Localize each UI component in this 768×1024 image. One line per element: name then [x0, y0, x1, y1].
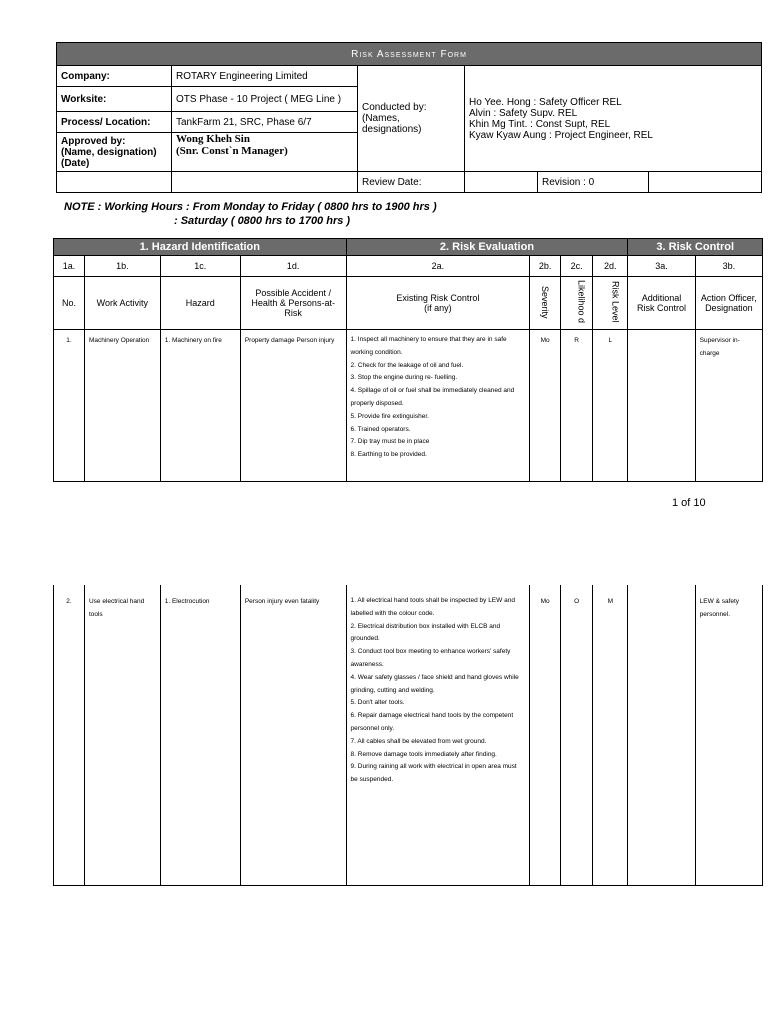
control-item: 8. Earthing to be provided. — [350, 451, 427, 459]
row-action: LEW & safety personnel. — [695, 585, 762, 885]
revision-label: Revision : 0 — [538, 172, 649, 193]
row-activity: Use electrical hand tools — [84, 585, 160, 885]
control-item: 9. During raining all work with electrical in open area must be suspended. — [350, 763, 517, 784]
sub-header: 2a. — [346, 256, 530, 277]
approved-by-label — [57, 133, 172, 172]
conducted-by-item: Ho Yee. Hong : Safety Officer REL — [469, 96, 622, 108]
col-header-additional: Additional Risk Control — [628, 277, 695, 330]
control-item: 6. Repair damage electrical hand tools by the competent personnel only. — [350, 712, 514, 732]
approver-designation: (Snr. Const`n Manager) — [176, 145, 288, 157]
approver-name: Wong Kheh Sin — [176, 133, 250, 145]
conducted-by-item: Khin Mg Tint. : Const Supt, REL — [469, 118, 611, 130]
row-controls — [346, 330, 530, 482]
note-line1: NOTE : Working Hours : From Monday to Friday ( 0800 hrs to 1900 hrs ) — [64, 201, 437, 213]
control-item: 4. Spillage of oil or fuel shall be immediately cleaned and properly disposed. — [350, 387, 515, 407]
row-risk-level: M — [593, 585, 628, 885]
row-hazard: 1. Machinery on fire — [160, 330, 240, 482]
col-header-action: Action Officer, Designation — [695, 277, 762, 330]
row-accident: Property damage Person injury — [240, 330, 346, 482]
col-header-severity — [530, 277, 561, 330]
sub-header: 1d. — [240, 256, 346, 277]
col-header-hazard: Hazard — [160, 277, 240, 330]
existing-control-line1: Existing Risk Control — [396, 293, 480, 303]
row-activity: Machinery Operation — [84, 330, 160, 482]
sub-header: 1b. — [84, 256, 160, 277]
row-no: 2. — [54, 585, 85, 885]
col-header-risk-level — [593, 277, 628, 330]
form-title: Risk Assessment Form — [57, 43, 762, 66]
row-risk-level: L — [593, 330, 628, 482]
approved-label-line1: Approved by: — [61, 135, 126, 147]
worksite-value: OTS Phase - 10 Project ( MEG Line ) — [172, 87, 358, 112]
sub-header: 2b. — [530, 256, 561, 277]
likelihood-text: Likelihoo d — [576, 280, 587, 324]
row-accident: Person injury even fatality — [240, 585, 346, 885]
control-item: 7. All cables shall be elevated from wet ground. — [350, 737, 487, 745]
existing-control-line2: (if any) — [424, 303, 452, 313]
conducted-by-label — [358, 66, 465, 172]
conducted-by-item: Alvin : Safety Supv. REL — [469, 107, 578, 119]
severity-text: Severity — [540, 285, 551, 319]
control-item: 2. Electrical distribution box installed with ELCB and grounded. — [350, 622, 501, 643]
control-item: 2. Check for the leakage of oil and fuel. — [350, 361, 464, 369]
control-item: 8. Remove damage tools immediately after finding. — [350, 750, 497, 758]
control-item: 3. Conduct tool box meeting to enhance workers' safety awareness. — [350, 648, 511, 668]
row-likelihood: R — [561, 330, 593, 482]
risk-assessment-table — [53, 238, 763, 482]
col-header-existing-control — [346, 277, 530, 330]
row-likelihood: O — [561, 585, 593, 885]
company-value: ROTARY Engineering Limited — [172, 66, 358, 87]
worksite-label: Worksite: — [57, 87, 172, 112]
review-date-value — [465, 172, 538, 193]
conducted-by-item: Kyaw Kyaw Aung : Project Engineer, REL — [469, 129, 653, 141]
page-number: 1 of 10 — [672, 497, 706, 509]
approved-by-value — [172, 133, 358, 172]
col-header-likelihood — [561, 277, 593, 330]
control-item: 3. Stop the engine during re- fuelling. — [350, 374, 458, 382]
empty-cell — [649, 172, 762, 193]
company-label: Company: — [57, 66, 172, 87]
conducted-label-line1: Conducted by: — [362, 102, 427, 113]
note-line2: : Saturday ( 0800 hrs to 1700 hrs ) — [174, 215, 351, 227]
approved-label-line2: (Name, designation) — [61, 146, 157, 158]
col-header-no: No. — [54, 277, 85, 330]
row-action: Supervisor in-charge — [695, 330, 762, 482]
section-hazard-identification: 1. Hazard Identification — [54, 239, 347, 256]
col-header-accident: Possible Accident / Health & Persons-at-Risk — [240, 277, 346, 330]
section-risk-evaluation: 2. Risk Evaluation — [346, 239, 628, 256]
control-item: 1. All electrical hand tools shall be inspected by LEW and labelled with the colour code. — [350, 597, 515, 617]
risk-assessment-table-page2 — [53, 585, 763, 886]
row-additional — [628, 330, 695, 482]
row-controls — [346, 585, 530, 885]
row-no: 1. — [54, 330, 85, 482]
row-severity: Mo — [530, 330, 561, 482]
process-value: TankFarm 21, SRC, Phase 6/7 — [172, 112, 358, 133]
row-additional — [628, 585, 695, 885]
col-header-work-activity: Work Activity — [84, 277, 160, 330]
review-date-label: Review Date: — [358, 172, 465, 193]
control-item: 1. Inspect all machinery to ensure that they are in safe working condition. — [350, 336, 507, 356]
risk-level-text: Risk Level — [610, 281, 621, 323]
control-item: 7. Dip tray must be in place — [350, 438, 430, 446]
form-header-table — [56, 42, 762, 193]
sub-header: 1a. — [54, 256, 85, 277]
empty-cell — [172, 172, 358, 193]
conducted-by-list — [465, 66, 762, 172]
process-label: Process/ Location: — [57, 112, 172, 133]
sub-header: 3a. — [628, 256, 695, 277]
control-item: 5. Don't alter tools. — [350, 699, 405, 707]
sub-header: 1c. — [160, 256, 240, 277]
row-severity: Mo — [530, 585, 561, 885]
row-hazard: 1. Electrocution — [160, 585, 240, 885]
sub-header: 3b. — [695, 256, 762, 277]
control-item: 5. Provide fire extinguisher. — [350, 412, 429, 420]
conducted-label-line2: (Names, designations) — [362, 113, 422, 135]
working-hours-note — [64, 200, 437, 228]
approved-label-line3: (Date) — [61, 157, 90, 169]
sub-header: 2c. — [561, 256, 593, 277]
control-item: 6. Trained operators. — [350, 425, 411, 433]
sub-header: 2d. — [593, 256, 628, 277]
section-risk-control: 3. Risk Control — [628, 239, 763, 256]
empty-cell — [57, 172, 172, 193]
control-item: 4. Wear safety glasses / face shield and hand gloves while grinding, cutting and welding. — [350, 673, 519, 694]
